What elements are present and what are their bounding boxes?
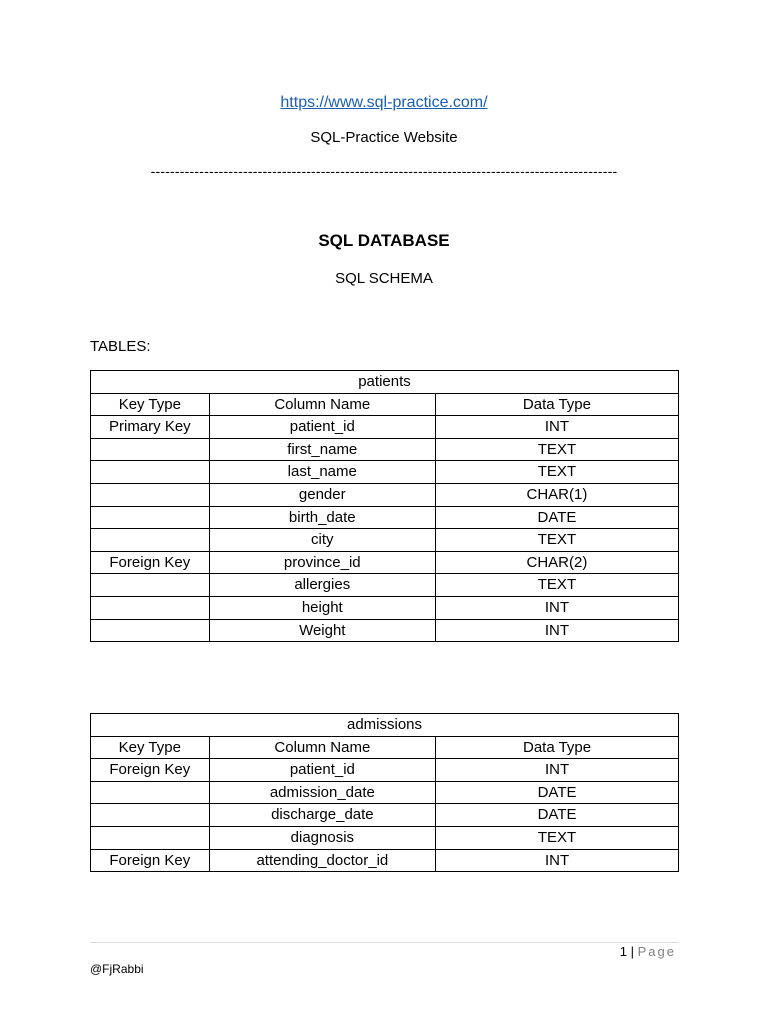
header-key-type: Key Type xyxy=(91,736,210,759)
patients-table xyxy=(90,370,679,642)
data-type-cell: DATE xyxy=(436,804,679,827)
data-type-cell: CHAR(2) xyxy=(435,551,678,574)
footer-divider xyxy=(90,942,679,943)
header-column-name: Column Name xyxy=(209,393,435,416)
data-type-cell: INT xyxy=(436,849,679,872)
table-name: admissions xyxy=(91,714,679,737)
table-row xyxy=(91,759,679,782)
data-type-cell: INT xyxy=(436,759,679,782)
column-name-cell: birth_date xyxy=(209,506,435,529)
column-name-cell: diagnosis xyxy=(209,826,435,849)
column-name-cell: first_name xyxy=(209,438,435,461)
data-type-cell: TEXT xyxy=(435,438,678,461)
header-data-type: Data Type xyxy=(436,736,679,759)
admissions-table xyxy=(90,713,679,872)
table-title-row xyxy=(91,371,679,394)
column-name-cell: province_id xyxy=(209,551,435,574)
table-row xyxy=(91,781,679,804)
data-type-cell: TEXT xyxy=(435,529,678,552)
key-type-cell xyxy=(91,596,210,619)
column-name-cell: allergies xyxy=(209,574,435,597)
table-title-row xyxy=(91,714,679,737)
key-type-cell xyxy=(91,804,210,827)
table-row xyxy=(91,826,679,849)
header-data-type: Data Type xyxy=(435,393,678,416)
header-key-type: Key Type xyxy=(91,393,210,416)
author-handle: @FjRabbi xyxy=(90,962,144,976)
website-subtitle: SQL-Practice Website xyxy=(310,129,458,146)
column-name-cell: last_name xyxy=(209,461,435,484)
column-name-cell: gender xyxy=(209,483,435,506)
table-header-row xyxy=(91,736,679,759)
key-type-cell xyxy=(91,483,210,506)
page-number xyxy=(620,944,676,959)
key-type-cell: Foreign Key xyxy=(91,551,210,574)
table-row xyxy=(91,483,679,506)
table-row xyxy=(91,574,679,597)
column-name-cell: discharge_date xyxy=(209,804,435,827)
column-name-cell: height xyxy=(209,596,435,619)
table-row xyxy=(91,596,679,619)
table-row xyxy=(91,849,679,872)
data-type-cell: INT xyxy=(435,596,678,619)
key-type-cell xyxy=(91,506,210,529)
key-type-cell xyxy=(91,529,210,552)
table-header-row xyxy=(91,393,679,416)
column-name-cell: admission_date xyxy=(209,781,435,804)
key-type-cell xyxy=(91,826,210,849)
page-separator: | xyxy=(630,944,634,959)
key-type-cell: Foreign Key xyxy=(91,849,210,872)
key-type-cell: Foreign Key xyxy=(91,759,210,782)
key-type-cell: Primary Key xyxy=(91,416,210,439)
tables-label: TABLES: xyxy=(90,338,151,355)
table-row xyxy=(91,461,679,484)
header-column-name: Column Name xyxy=(209,736,435,759)
data-type-cell: CHAR(1) xyxy=(435,483,678,506)
data-type-cell: INT xyxy=(435,619,678,642)
data-type-cell: TEXT xyxy=(435,574,678,597)
schema-label: SQL SCHEMA xyxy=(335,270,433,287)
table-row xyxy=(91,804,679,827)
column-name-cell: attending_doctor_id xyxy=(209,849,435,872)
page-number-value: 1 xyxy=(619,944,627,959)
table-name: patients xyxy=(91,371,679,394)
data-type-cell: DATE xyxy=(436,781,679,804)
page-word: Page xyxy=(637,944,676,959)
website-link[interactable]: https://www.sql-practice.com/ xyxy=(280,94,488,111)
data-type-cell: DATE xyxy=(435,506,678,529)
page-title: SQL DATABASE xyxy=(318,231,450,250)
column-name-cell: patient_id xyxy=(209,416,435,439)
table-row xyxy=(91,506,679,529)
table-row xyxy=(91,551,679,574)
key-type-cell xyxy=(91,781,210,804)
dashed-divider: ------------------------------------------------------------------------------------------------ xyxy=(150,163,618,179)
key-type-cell xyxy=(91,619,210,642)
key-type-cell xyxy=(91,461,210,484)
data-type-cell: TEXT xyxy=(435,461,678,484)
data-type-cell: TEXT xyxy=(436,826,679,849)
table-row xyxy=(91,416,679,439)
column-name-cell: patient_id xyxy=(209,759,435,782)
column-name-cell: city xyxy=(209,529,435,552)
table-row xyxy=(91,619,679,642)
column-name-cell: Weight xyxy=(209,619,435,642)
table-row xyxy=(91,438,679,461)
table-row xyxy=(91,529,679,552)
key-type-cell xyxy=(91,574,210,597)
data-type-cell: INT xyxy=(435,416,678,439)
key-type-cell xyxy=(91,438,210,461)
